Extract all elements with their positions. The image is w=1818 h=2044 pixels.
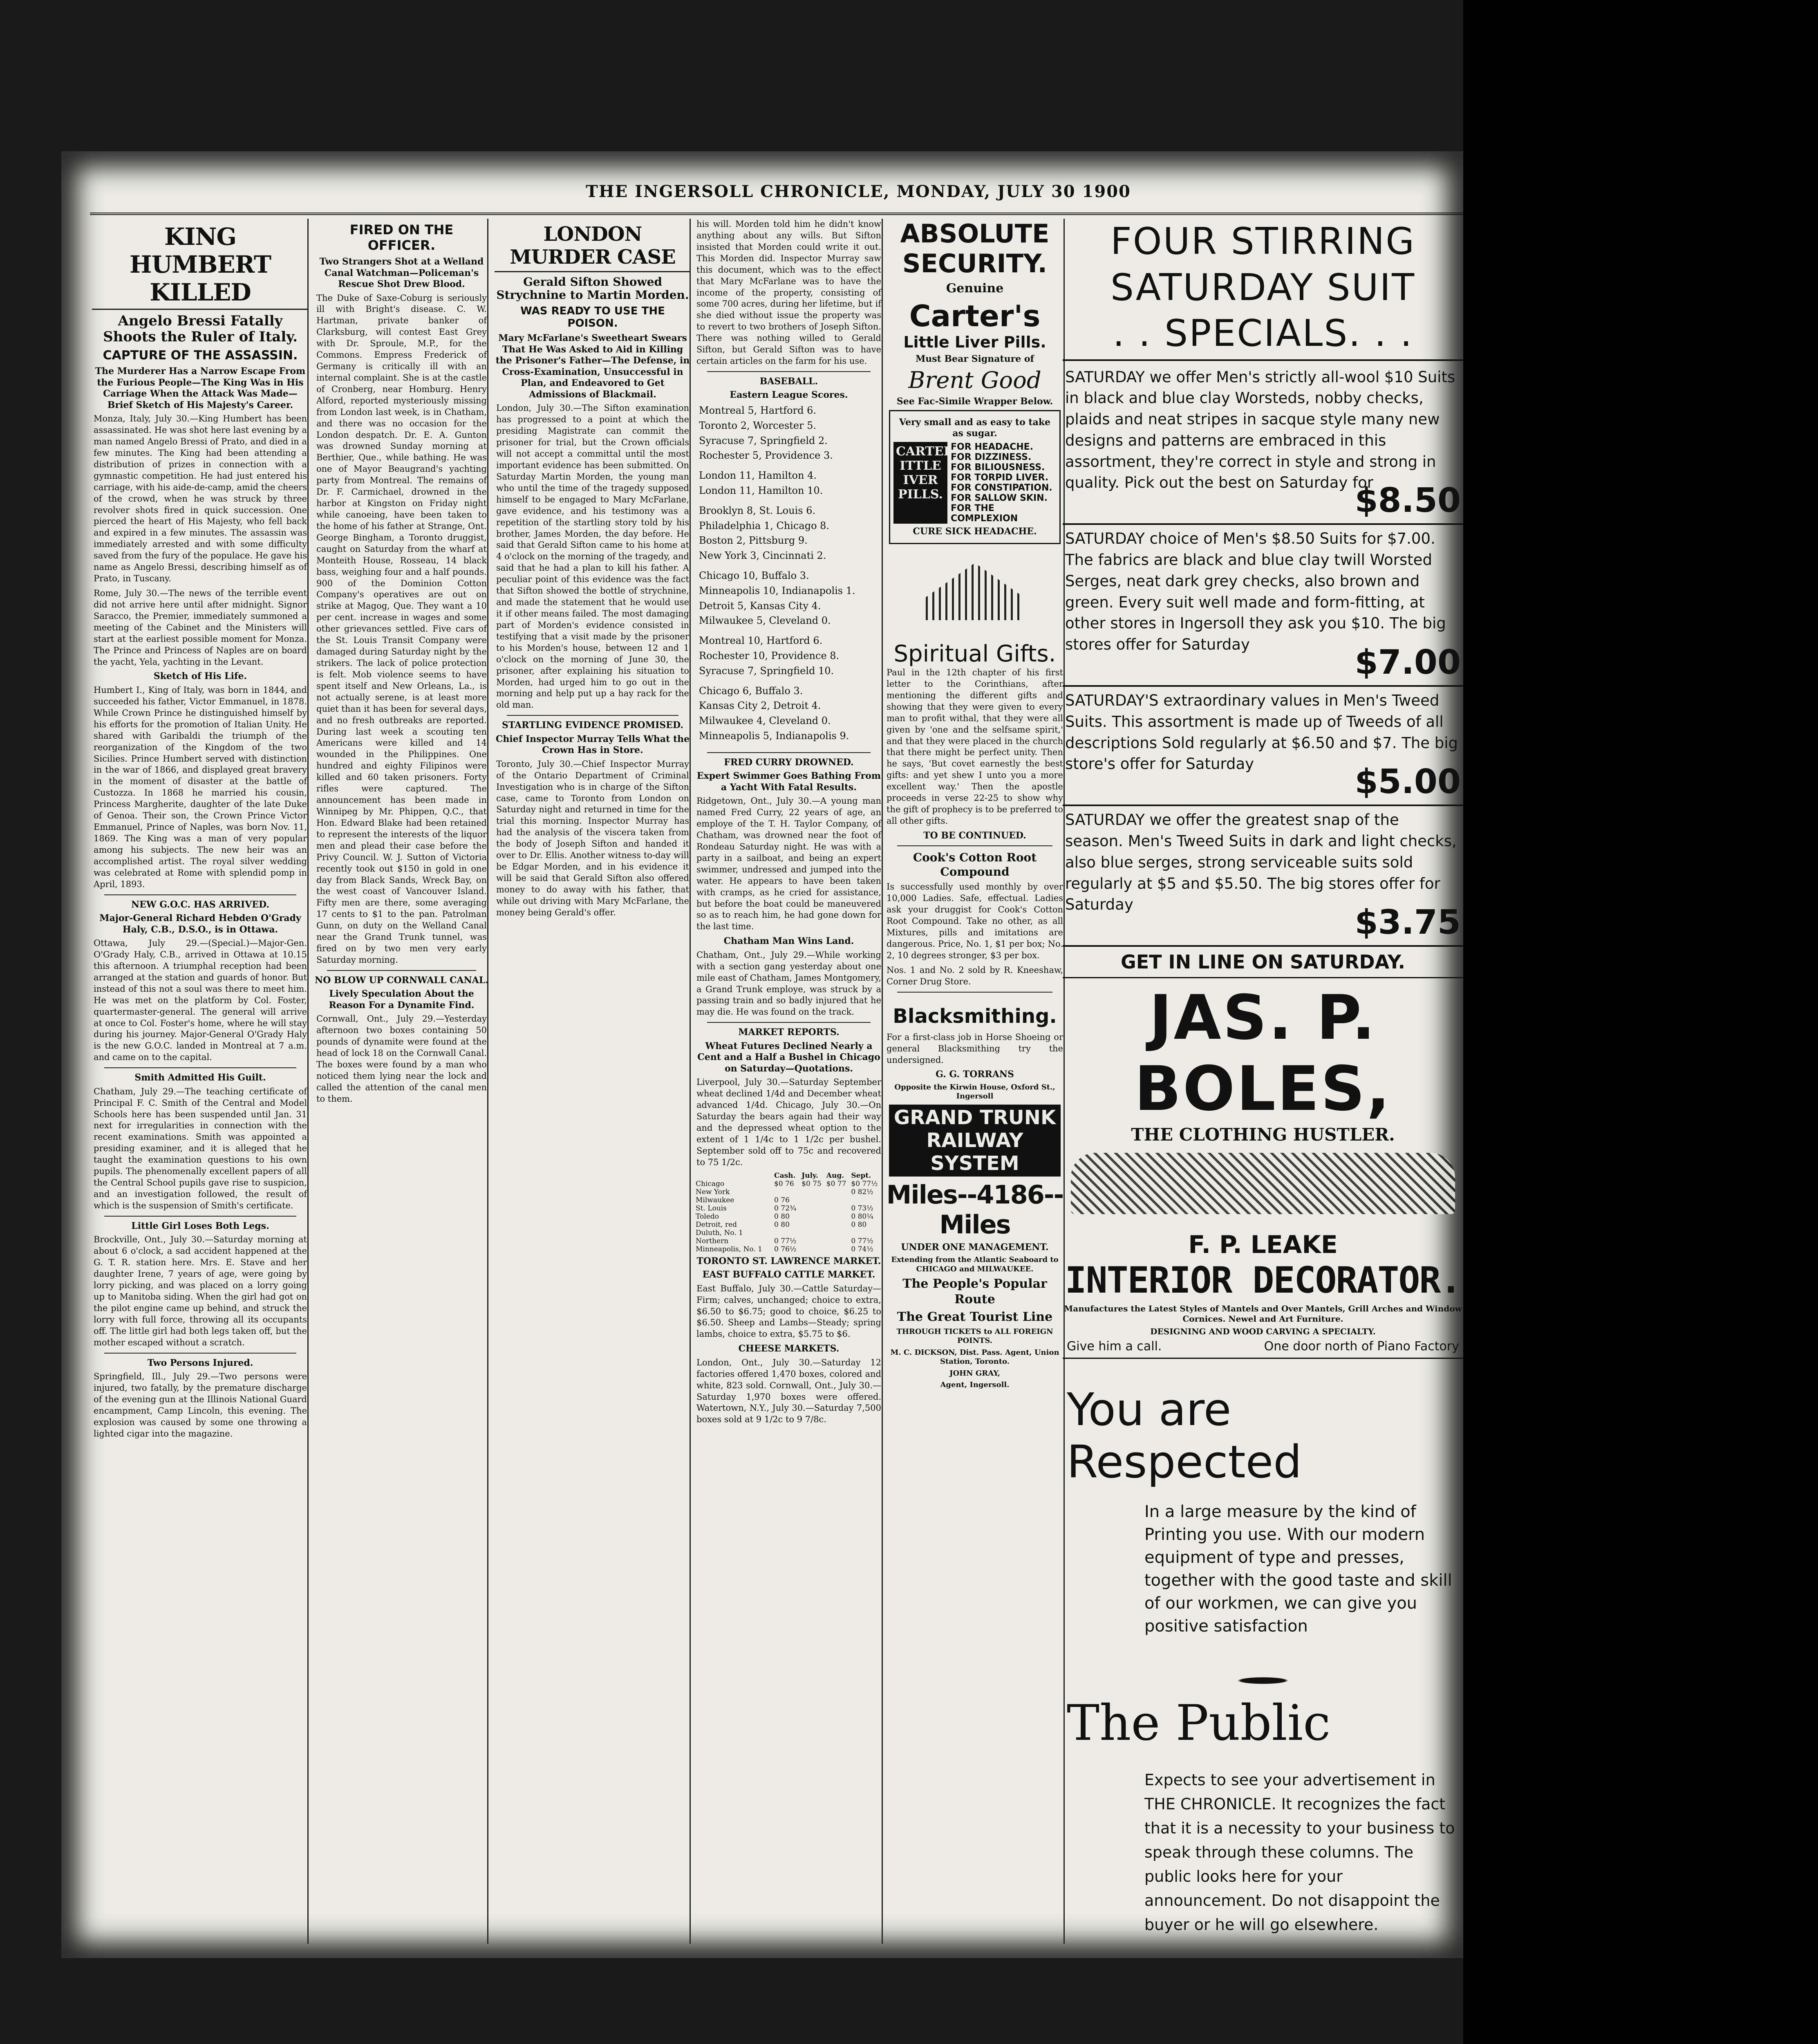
section-title: Chatham Man Wins Land. <box>723 936 854 947</box>
column-fired-officer <box>315 219 488 1944</box>
table-cell <box>801 1237 826 1245</box>
section-deck: Major-General Richard Hebden O'Grady Haly, C.B., D.S.O., is in Ottawa. <box>99 913 301 935</box>
score-line: Minneapolis 5, Indianapolis 9. <box>699 730 849 742</box>
gray-role: Agent, Ingersoll. <box>940 1381 1010 1390</box>
suit-specials <box>1063 363 1463 947</box>
section-title: NO BLOW UP CORNWALL CANAL. <box>315 975 488 986</box>
cotton-root-title: Cook's Cotton Root Compound <box>913 851 1037 879</box>
table-cell: Toledo <box>696 1212 719 1221</box>
the-public: The Public <box>1067 1695 1331 1752</box>
score-line: Chicago 10, Buffalo 3. <box>699 569 809 581</box>
leake-name: F. P. LEAKE <box>1188 1230 1338 1260</box>
ornament-banner <box>1071 1153 1455 1214</box>
table-cell <box>826 1188 851 1196</box>
special-price: $8.50 <box>1355 481 1461 520</box>
suit-special <box>1063 806 1463 947</box>
ad-sugar: Very small and as easy to take as sugar. <box>899 417 1051 439</box>
table-cell: $0 77½ <box>851 1179 878 1188</box>
table-row <box>695 1188 883 1196</box>
interior-decorator: INTERIOR DECORATOR. <box>1065 1259 1461 1302</box>
table-cell: 0 82½ <box>851 1188 873 1196</box>
score-line: Philadelphia 1, Chicago 8. <box>699 520 830 531</box>
article-text: Toronto, July 30.—Chief Inspector Murray of the Ontario Department of Criminal Investigation who is in charge of the Sifton case, came to Toronto from London on Saturday night and returned in time for the trial this morning. Inspector Murray has had the analysis of the viscera taken from the body of Joseph Sifton and handed it over to Dr. Ellis. Another witness to-day will be Edgar Morden, and in his evidence it will be said that Gerald Sifton also offered money to do away with his father, that while out driving with Mary McFarlane, the money being Gerald's offer. <box>496 759 689 917</box>
column-london-murder <box>495 219 691 1944</box>
article-text: The Duke of Saxe-Coburg is seriously ill with Bright's disease. C. W. Hartman, private banker of Clarksburg, will contest East Grey with Dr. Sproule, M.P., for the Commons. Empress Frederick of Germany is critically ill with an internal complaint. She is at the castle of Cronberg, near Homburg. Henry Alford, reported mysteriously missing from London last week, is in Chatham, and there was no occasion for the London despatch. Dr. E. A. Gunton was drowned Sunday morning at Berthier, Que., while bathing. He was one of Mayor Beaugrand's yachting party from Montreal. The remains of Dr. F. Carmichael, drowned in the harbor at Kingston on Friday night while canoeing, have been taken to the home of his father at Strange, Ont. George Bingham, a Toronto druggist, caught on Saturday from the wharf at Monteith House, Rosseau, 14 black bass, weighing four and a half pounds. 900 of the Dominion Cotton Company's operatives are out on strike at Magog, Que. They want a 10 per cent. increase in wages and some other grievances settled. Five cars of the St. Louis Transit Company were damaged during Saturday night by the strikers. The lack of police protection is felt. Mob violence seems to have spent itself and New Orleans, La., is not actually serene, is at least more quiet than it has been for several days, and no fresh outbreaks are reported. During last week a scouting ten Americans were killed and 14 wounded in the Philippines. One hundred and eighty Filipinos were killed and 60 taken prisoners. Forty rifles were captured. The announcement has been made in Winnipeg by Mr. Phippen, Q.C., that Hon. Edward Blake had been retained to represent the interests of the liquor men and plead their case before the Privy Council. W. J. Sutton of Victoria recently took out $150 in gold in one day from Black Sands, Wreck Bay, on the west coast of Vancouver Island. Fifty men are there, some averaging 17 cents to $1 to the pan. Patrolman Gunn, on duty on the Welland Canal near the Grand Trunk tunnel, was fired on by two men very early Saturday morning. <box>316 293 487 965</box>
peoples-route: The People's Popular Route <box>902 1277 1047 1307</box>
get-in-line: GET IN LINE ON SATURDAY. <box>1120 951 1406 973</box>
table-cell: New York <box>696 1188 730 1196</box>
ailment-item: FOR CONSTIPATION. <box>951 482 1052 493</box>
table-row <box>695 1180 883 1188</box>
miles-banner: Miles--4186--Miles <box>886 1179 1063 1239</box>
leake-desc: Manufactures the Latest Styles of Mantels and Over Mantels, Grill Arches and Window Cornices. Newel and Art Furniture. <box>1064 1304 1462 1324</box>
masthead-rule <box>90 213 1463 215</box>
leake-call: Give him a call. <box>1067 1339 1162 1354</box>
table-row <box>695 1237 883 1245</box>
table-cell: Duluth, No. 1 <box>696 1228 743 1237</box>
section-deck: Eastern League Scores. <box>730 390 848 401</box>
subhead-bressi: Angelo Bressi Fatally Shoots the Ruler of Italy. <box>103 313 298 345</box>
deck-murderer: The Murderer Has a Narrow Escape From the Furious People—The King Was in His Carriage When the Attack Was Made—Brief Sketch of His Majesty's Career. <box>95 366 306 410</box>
table-cell: Chicago <box>696 1179 725 1188</box>
masthead: THE INGERSOLL CHRONICLE, MONDAY, JULY 30 1900 <box>586 182 1131 201</box>
section-title: Two Persons Injured. <box>147 1357 253 1368</box>
section-title: CHEESE MARKETS. <box>738 1343 840 1354</box>
score-line: London 11, Hamilton 10. <box>699 484 823 496</box>
special-text: SATURDAY'S extraordinary values in Men's Tweed Suits. This assortment is made up of Tweeds of all descriptions Sold regularly at $6.50 and $7. The big store's offer for Saturday <box>1065 692 1458 773</box>
table-cell <box>826 1221 851 1229</box>
headline-fired: FIRED ON THE OFFICER. <box>349 222 454 253</box>
table-cell <box>850 1229 883 1237</box>
deck-murder: Mary McFarlane's Sweetheart Swears That He Was Asked to Aid in Killing the Prisoner's Father—The Defense, in Cross-Examination, Unsuccessful in Plan, and Endeavored to Get Admissions of Blackmail. <box>495 333 690 400</box>
ad-title-line-3: . . SPECIALS. . . <box>1113 312 1413 355</box>
boles-tagline: THE CLOTHING HUSTLER. <box>1131 1125 1395 1145</box>
table-cell <box>826 1229 851 1237</box>
suit-special <box>1063 363 1463 525</box>
table-cell <box>826 1213 851 1221</box>
table-cell: 0 80 <box>774 1212 790 1221</box>
carters-box <box>889 410 1061 545</box>
score-line: Chicago 6, Buffalo 3. <box>699 685 803 697</box>
column-boles-ads <box>1063 219 1463 1944</box>
ad-sig-note: Must Bear Signature of <box>915 353 1034 364</box>
respected: Respected <box>1067 1436 1302 1488</box>
table-cell: 0 74½ <box>851 1245 873 1253</box>
table-cell: $0 77 <box>826 1179 846 1188</box>
table-header: Sept. <box>851 1171 871 1180</box>
table-cell: St. Louis <box>696 1204 727 1213</box>
cotton-root-body: Is successfully used monthly by over 10,000 Ladies. Safe, effectual. Ladies ask your druggist for Cook's Cotton Root Compound. Take no other, as all Mixtures, pills and imitations are dangerous. Price, No. 1, $1 per box; No. 2, 10 degrees stronger, $3 per box. <box>887 882 1063 960</box>
section-title: FRED CURRY DROWNED. <box>724 757 854 768</box>
table-header: Cash. <box>774 1171 796 1180</box>
table-cell <box>801 1245 826 1253</box>
table-header: July. <box>802 1171 818 1180</box>
table-cell: 0 72¾ <box>774 1204 797 1213</box>
table-cell: Milwaukee <box>696 1196 734 1204</box>
special-text: SATURDAY we offer the greatest snap of the season. Men's Tweed Suits in dark and light checks, also blue serges, strong serviceable suits sold regularly at $5 and $5.50. The big stores offer for Saturday <box>1065 811 1457 914</box>
section-deck: Expert Swimmer Goes Bathing From a Yacht With Fatal Results. <box>696 771 881 793</box>
continued-note: TO BE CONTINUED. <box>923 830 1026 841</box>
baseball-scores <box>695 403 883 748</box>
score-line: Minneapolis 10, Indianapolis 1. <box>699 585 855 596</box>
table-cell <box>801 1188 826 1196</box>
score-line: Montreal 5, Hartford 6. <box>699 404 816 416</box>
section-title: EAST BUFFALO CATTLE MARKET. <box>702 1269 875 1280</box>
column-baseball-markets <box>695 219 883 1944</box>
ad-carters: Carter's <box>909 298 1041 333</box>
table-cell <box>801 1204 826 1213</box>
article-text: Brockville, Ont., July 30.—Saturday morning at about 6 o'clock, a sad accident happened at the G. T. R. station here. Mrs. E. Stave and her daughter Irene, 7 years of age, were going by lorry picking, and was placed on a lorry going up to Manitoba siding. When the girl had got on the pilot engine came up behind, and struck the lorry with full force, throwing all its occupants off. The little girl had both legs taken off, but the mother escaped without a scratch. <box>94 1235 307 1347</box>
special-text: SATURDAY choice of Men's $8.50 Suits for $7.00. The fabrics are black and blue clay twill Worsted Serges, neat dark grey checks, also brown and green. Every suit well made and form-fitting, at other stores in Ingersoll they ask you $10. The big stores offer for Saturday <box>1065 530 1446 654</box>
section-deck: Chief Inspector Murray Tells What the Crown Has in Store. <box>495 733 690 756</box>
table-row <box>695 1196 883 1204</box>
table-cell: $0 76 <box>774 1179 794 1188</box>
table-cell: 0 80¼ <box>851 1212 873 1221</box>
table-cell: 0 77½ <box>851 1237 873 1245</box>
table-cell <box>826 1245 851 1253</box>
article-text: Rome, July 30.—The news of the terrible event did not arrive here until after midnight. Signor Saracco, the Premier, immediately summoned a meeting of the Cabinet and the Ministers will start at the earliest possible moment for Monza. The Prince and Princess of Naples are on board the yacht, Yela, yachting in the Levant. <box>94 588 307 667</box>
article-text: his will. Morden told him he didn't know anything about any wills. But Sifton insisted that Morden could write it out. This Morden did. Inspector Murray saw this document, which was to the effect that Mary McFarlane was to have the income of the property, consisting of some 700 acres, during her lifetime, but if she died without issue the property was to revert to two brothers of Joseph Sifton. There was nothing willed to Gerald Sifton, but Gerald Sifton was to have certain articles on the farm for his use. <box>696 219 881 366</box>
leake-footer <box>1067 1339 1459 1354</box>
ad-genuine: Genuine <box>946 281 1004 296</box>
cotton-root-note: Nos. 1 and No. 2 sold by R. Kneeshaw, Corner Drug Store. <box>887 965 1063 986</box>
table-cell: Northern <box>696 1237 729 1245</box>
table-cell <box>826 1237 851 1245</box>
table-cell: 0 73½ <box>851 1204 873 1213</box>
article-text: East Buffalo, July 30.—Cattle Saturday—Firm; calves, unchanged; choice to extra, $6.50 to $6.75; good to choice, $6.25 to $6.50. Sheep and Lambs—Steady; spring lambs, choice to extra, $5.75 to $6. <box>696 1283 881 1339</box>
ailment-list <box>951 442 1056 524</box>
article-text: Monza, Italy, July 30.—King Humbert has been assassinated. He was shot here last evening by a man named Angelo Bressi of Prato, and died in a few minutes. The King had been attending a distribution of prizes in connection with a gymnastic competition. He had just entered his carriage, with his aide-de-camp, amid the cheers of the crowd, when he was struck by three revolver shots fired in quick succession. One pierced the heart of His Majesty, who fell back and expired in a few minutes. The assassin was immediately arrested and with some difficulty saved from the fury of the populace. He gave his name as Angelo Bressi, describing himself as of Prato, in Tuscany. <box>94 414 307 584</box>
section-title: NEW G.O.C. HAS ARRIVED. <box>131 899 269 910</box>
grand-trunk-banner: GRAND TRUNK RAILWAY SYSTEM <box>889 1105 1061 1177</box>
table-cell: $0 75 <box>802 1179 822 1188</box>
score-line: Syracuse 7, Springfield 10. <box>699 665 834 677</box>
article-text: Ottawa, July 29.—(Special.)—Major-Gen. O'Grady Haly, C.B., arrived in Ottawa at 10.15 this afternoon. A triumphal reception had been arranged at the station and guards of honor. But instead of this not a soul was there to meet him. He was met on the platform by Col. Foster, quartermaster-general. The general will arrive at once to Col. Foster's home, where he will stay during his journey. Major-General O'Grady Haly is the new G.O.C. landed in Montreal at 7 a.m. and came on to the capital. <box>94 938 307 1062</box>
score-line: New York 3, Cincinnati 2. <box>699 550 826 562</box>
score-line: Boston 2, Pittsburg 9. <box>699 535 808 547</box>
table-row <box>695 1245 883 1253</box>
ad-security: SECURITY. <box>902 249 1048 278</box>
column-ads <box>885 219 1065 1944</box>
ad-title-line-1: FOUR STIRRING <box>1111 220 1415 263</box>
section-deck: Lively Speculation About the Reason For a Dynamite Find. <box>329 988 475 1011</box>
table-cell <box>850 1196 883 1204</box>
score-line: Toronto 2, Worcester 5. <box>699 419 816 431</box>
ailment-item: FOR BILIOUSNESS. <box>951 462 1045 473</box>
table-cell: Minneapolis, No. 1 <box>696 1245 762 1253</box>
section-title: Sketch of His Life. <box>153 671 247 682</box>
score-line: Detroit 5, Kansas City 4. <box>699 600 821 612</box>
table-cell <box>801 1221 826 1229</box>
score-line: Kansas City 2, Detroit 4. <box>699 700 821 712</box>
section-title: STARTLING EVIDENCE PROMISED. <box>502 720 683 731</box>
article-text: Springfield, Ill., July 29.—Two persons were injured, two fatally, by the premature discharge of the evening gun at the Illinois National Guard encampment, Camp Lincoln, this evening. The explosion was caused by some one throwing a lighted cigar into the magazine. <box>94 1372 307 1439</box>
score-line: Milwaukee 4, Cleveland 0. <box>699 715 831 727</box>
extending: Extending from the Atlantic Seaboard to CHICAGO and MILWAUKEE. <box>891 1255 1059 1273</box>
you-are: You are <box>1067 1383 1231 1436</box>
ad-absolute: ABSOLUTE <box>900 219 1050 249</box>
blacksmith-title: Blacksmithing. <box>893 1004 1057 1028</box>
section-title: BASEBALL. <box>759 376 818 387</box>
management: UNDER ONE MANAGEMENT. <box>901 1242 1049 1253</box>
score-line: Rochester 5, Providence 3. <box>699 450 833 462</box>
table-row <box>695 1221 883 1229</box>
suit-special <box>1063 687 1463 806</box>
table-cell <box>826 1196 851 1204</box>
section-title: TORONTO ST. LAWRENCE MARKET. <box>696 1255 881 1266</box>
score-line: London 11, Hamilton 4. <box>699 470 817 482</box>
gray: JOHN GRAY, <box>949 1369 1001 1378</box>
article-text: London, Ont., July 30.—Saturday 12 factories offered 1,470 boxes, colored and white, 823 sold. Cornwall, Ont., July 30.—Saturday 1,970 boxes were offered. Watertown, N.Y., July 30.—Saturday 7,500 boxes sold at 9 1/2c to 9 7/8c. <box>696 1357 881 1425</box>
torrans-name: G. G. TORRANS <box>936 1069 1014 1080</box>
table-cell <box>773 1188 801 1196</box>
section-title: Smith Admitted His Guilt. <box>134 1072 266 1083</box>
table-header <box>695 1172 773 1180</box>
article-text: Chatham, Ont., July 29.—While working with a section gang yesterday about one mile east of Chatham, James Montgomery, a Grand Trunk employe, was struck by a passing train and so badly injured that he may die. He was found on the track. <box>696 950 881 1017</box>
table-cell <box>801 1213 826 1221</box>
table-header: Aug. <box>826 1171 844 1180</box>
table-cell: 0 76½ <box>774 1245 797 1253</box>
deck-fired: Two Strangers Shot at a Welland Canal Watchman—Policeman's Rescue Shot Drew Blood. <box>319 256 484 289</box>
section-title: MARKET REPORTS. <box>738 1027 840 1038</box>
subhead-poison: WAS READY TO USE THE POISON. <box>520 305 665 330</box>
table-row <box>695 1229 883 1237</box>
dickson: M. C. DICKSON, Dist. Pass. Agent, Union Station, Toronto. <box>890 1348 1059 1366</box>
tourist-line: The Great Tourist Line <box>897 1310 1053 1325</box>
respected-body: In a large measure by the kind of Printing you use. With our modern equipment of type and presses, together with the good taste and skill of our workmen, we can give you positive satisfaction <box>1144 1502 1452 1636</box>
swash-ornament <box>1218 1674 1308 1687</box>
section-deck: Wheat Futures Declined Nearly a Cent and a Half a Bushel in Chicago on Saturday—Quotations. <box>697 1040 880 1074</box>
table-cell: 0 80 <box>851 1220 867 1229</box>
suit-special <box>1063 525 1463 687</box>
ad-wrapper: See Fac-Simile Wrapper Below. <box>896 396 1053 407</box>
table-row <box>695 1213 883 1221</box>
subhead-capture: CAPTURE OF THE ASSASSIN. <box>103 348 298 363</box>
column-king-humbert <box>92 219 309 1944</box>
special-price: $3.75 <box>1355 903 1461 942</box>
ad-pills: Little Liver Pills. <box>903 333 1046 351</box>
table-cell: Detroit, red <box>696 1220 737 1229</box>
article-text: Liverpool, July 30.—Saturday September wheat declined 1/4d and December wheat advanced 1/4d. Chicago, July 30.—On Saturday the bears again had their way and the depressed wheat option to the extent of 1 1/4c to 1 1/2c per bushel. September sold off to 75c and recovered to 75 1/2c. <box>696 1077 881 1167</box>
wheat-table <box>695 1172 883 1253</box>
article-text: Humbert I., King of Italy, was born in 1844, and succeeded his father, Victor Emmanuel, in 1878. While Crown Prince he distinguished himself by his efforts for the promotion of Italian Unity. He shared with Garibaldi the triumph of the reorganization of the Kingdom of the two Sicilies. Prince Humbert served with distinction in the war of 1866, and displayed great bravery in the moment of disaster at the battle of Custozza. In 1868 he married his cousin, Princess Margherite, daughter of the late Duke of Genoa. Their son, the Crown Prince Victor Emmanuel, Prince of Naples, was born Nov. 11, 1869. The King was a man of very popular among his subjects. The new heir was an accomplished artist. The royal silver wedding was celebrated at Rome with splendid pomp in April, 1893. <box>94 685 307 889</box>
leake-desc2: DESIGNING AND WOOD CARVING A SPECIALTY. <box>1150 1327 1376 1337</box>
table-cell <box>801 1229 826 1237</box>
blacksmith-body: For a first-class job in Horse Shoeing or general Blacksmithing try the undersigned. <box>887 1032 1063 1065</box>
article-text: Ridgetown, Ont., July 30.—A young man named Fred Curry, 22 years of age, an employe of the T. H. Taylor Company, of Chatham, was drowned near the foot of Rondeau Saturday night. He was with a party in a sailboat, and being an expert swimmer, undressed and jumped into the water. He appears to have been taken with cramps, as he cried for assistance, but before the boat could be maneuvered so as to reach him, he had gone down for the last time. <box>696 796 881 932</box>
table-cell: 0 76 <box>774 1196 790 1204</box>
headline-london-murder: LONDON MURDER CASE <box>495 223 691 272</box>
leake-location: One door north of Piano Factory <box>1264 1339 1459 1354</box>
ailment-item: FOR DIZZINESS. <box>951 452 1032 462</box>
ad-cure: CURE SICK HEADACHE. <box>913 526 1037 537</box>
subhead-sifton: Gerald Sifton Showed Strychnine to Martin Morden. <box>496 275 689 302</box>
score-line: Montreal 10, Hartford 6. <box>699 635 823 647</box>
table-cell <box>773 1229 801 1237</box>
ad-title-line-2: SATURDAY SUIT <box>1110 266 1416 309</box>
score-line: Milwaukee 5, Cleveland 0. <box>699 615 831 627</box>
article-text: Cornwall, Ont., July 29.—Yesterday afternoon two boxes containing 50 pounds of dynamite were found at the head of lock 18 on the Cornwall Canal. The boxes were found by a man who noticed them lying near the lock and called the attention of the canal men to them. <box>316 1014 487 1104</box>
ailment-item: FOR SALLOW SKIN. <box>951 493 1048 503</box>
score-line: Syracuse 7, Springfield 2. <box>699 435 828 446</box>
headline-king-humbert: KING HUMBERT KILLED <box>92 223 309 310</box>
table-cell <box>801 1196 826 1204</box>
table-cell <box>826 1204 851 1213</box>
torrans-address: Opposite the Kirwin House, Oxford St., Ingersoll <box>894 1083 1055 1101</box>
boles-name: JAS. P. BOLES, <box>1134 982 1392 1125</box>
table-row <box>695 1204 883 1213</box>
table-cell: 0 80 <box>774 1220 790 1229</box>
special-price: $5.00 <box>1355 762 1461 802</box>
ailment-item: FOR TORPID LIVER. <box>951 472 1049 483</box>
special-price: $7.00 <box>1355 643 1461 682</box>
through-tickets: THROUGH TICKETS to ALL FOREIGN POINTS. <box>896 1327 1053 1345</box>
ailment-item: FOR HEADACHE. <box>951 442 1034 452</box>
article-text: London, July 30.—The Sifton examination has progressed to a point at which the presiding Magistrate can commit the prisoner for trial, but the Crown officials will not accept a committal until the most important evidence has been submitted. On Saturday Martin Morden, the young man who until the time of the tragedy supposed himself to be engaged to Mary McFarlane, gave evidence, and his testimony was a repetition of the startling story told by his brother, James Morden, the day before. He said that Gerald Sifton came to his home at 4 o'clock on the morning of the tragedy, and said that he had a plan to kill his father. A peculiar point of this evidence was the fact that Sifton showed the bottle of strychnine, and made the statement that he would use it if other means failed. The most damaging part of Morden's evidence consisted in testifying that a visit made by the prisoner to his Morden's house, between 12 and 1 o'clock on the morning of June 30, the prisoner, after explaining his situation to Morden, had urged him to go out in the morning and help put up a hay rack for the old man. <box>496 403 689 710</box>
article-text: Chatham, July 29.—The teaching certificate of Principal F. C. Smith of the Central and Model Schools here has been suspended until Jan. 31 next for irregularities in connection with the recent examinations. Smith was appointed a presiding examiner, and it is alleged that he taught the examination questions to his own pupils. The phenomenally excellent papers of all the Central School pupils gave rise to suspicion, and an investigation followed, the result of which is the suspension of Smith's certificate. <box>94 1086 307 1210</box>
ailment-item: FOR THE COMPLEXION <box>951 503 1018 524</box>
carters-box-label: CARTER'S ITTLE IVER PILLS. <box>893 442 947 524</box>
score-line: Rochester 10, Providence 8. <box>699 650 840 661</box>
facing-page-edge <box>1463 0 1818 2044</box>
tent-illustration <box>901 547 1048 641</box>
signature-image: Brent Good <box>908 367 1041 394</box>
special-text: SATURDAY we offer Men's strictly all-wool $10 Suits in black and blue clay Worsteds, nobby checks, plaids and neat stripes in sacque style many new designs and patterns are embraced in this assortment, they're correct in style and strong in quality. Pick out the best on Saturday for <box>1065 368 1455 492</box>
spiritual-title: Spiritual Gifts. <box>893 641 1056 667</box>
public-body: Expects to see your advertisement in THE CHRONICLE. It recognizes the fact that it is a necessity to your business to speak through these columns. The public looks here for your announcement. Do not disappoint the buyer or he will go elsewhere. <box>1144 1771 1455 1934</box>
section-title: Little Girl Loses Both Legs. <box>131 1220 269 1231</box>
article-text: Paul in the 12th chapter of his first letter to the Corinthians, after mentioning the different gifts and showing that they were given to every man to profit withal, that they were all given by 'one and the selfsame spirit,' and that they were placed in the church that there might be perfect unity. Then he says, 'But covet earnestly the best gifts: and yet shew I unto you a more excellent way.' Then the apostle proceeds in verse 22-25 to show why the gift of prophecy is to be preferred to all other gifts. <box>887 668 1063 826</box>
table-cell: 0 77½ <box>774 1237 797 1245</box>
score-line: Brooklyn 8, St. Louis 6. <box>699 504 816 516</box>
